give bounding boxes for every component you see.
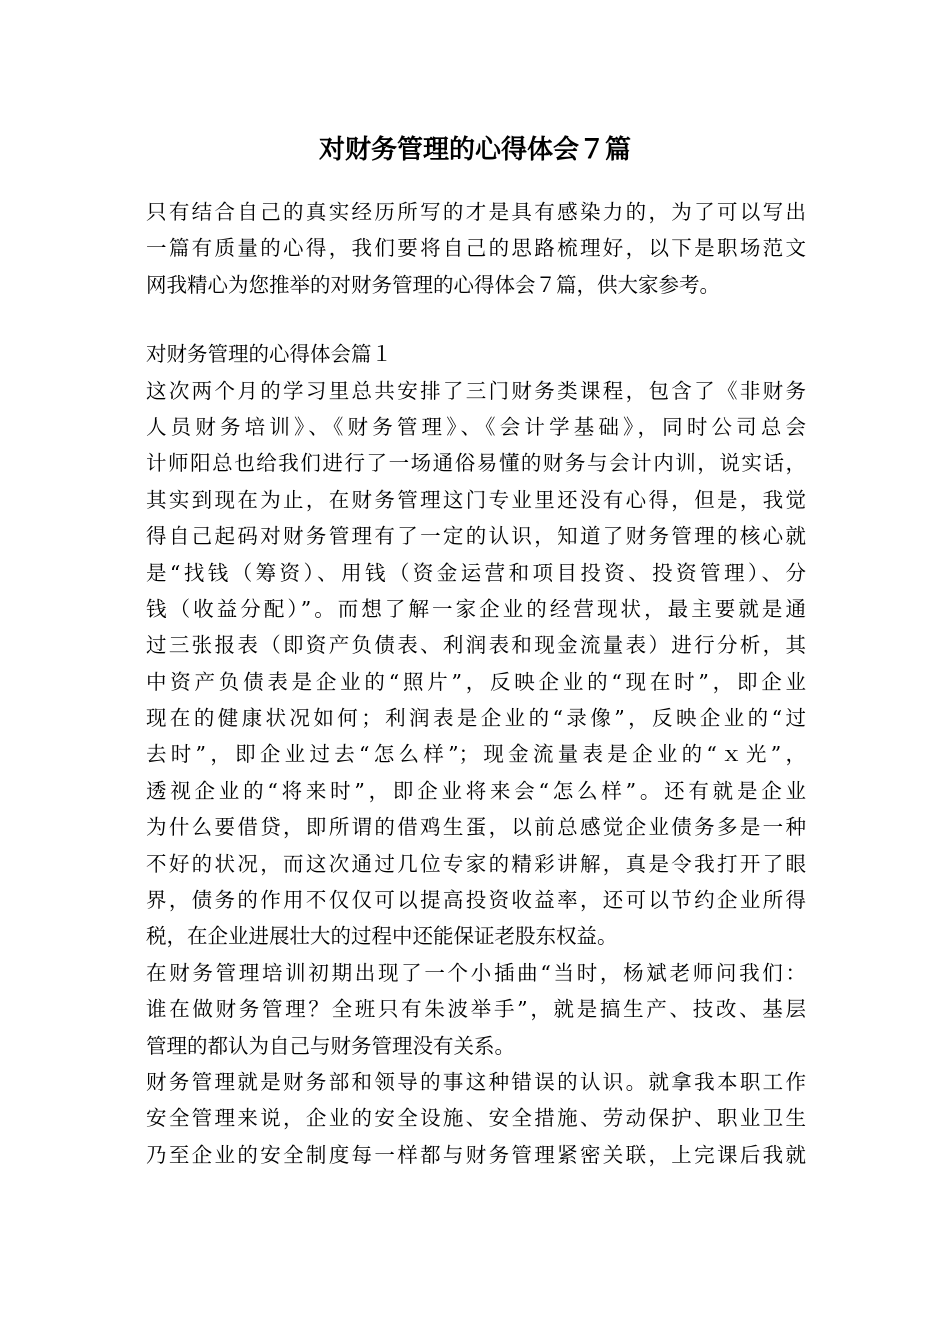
paragraph-line: 这次两个月的学习里总共安排了三门财务类课程，包含了《非财务: [146, 378, 806, 403]
paragraph-line: 过三张报表（即资产负债表、利润表和现金流量表）进行分析，其: [146, 633, 806, 658]
paragraph-line: 谁在做财务管理？全班只有朱波举手”，就是搞生产、技改、基层: [146, 997, 806, 1022]
paragraph-line: 界，债务的作用不仅仅可以提高投资收益率，还可以节约企业所得: [146, 888, 806, 913]
intro-line: 只有结合自己的真实经历所写的才是具有感染力的，为了可以写出: [146, 200, 806, 224]
section-heading: 对财务管理的心得体会篇１: [146, 342, 392, 367]
paragraph-gap: [146, 303, 806, 336]
paragraph-1: [146, 373, 806, 955]
paragraph-line: 乃至企业的安全制度每一样都与财务管理紧密关联，上完课后我就: [146, 1142, 806, 1167]
paragraph-line: 得自己起码对财务管理有了一定的认识，知道了财务管理的核心就: [146, 524, 806, 549]
paragraph-2: [146, 955, 806, 1064]
paragraph-line: 人员财务培训》、《财务管理》、《会计学基础》，同时公司总会: [146, 414, 806, 439]
paragraph-line: 透视企业的“将来时”，即企业将来会“怎么样”。还有就是企业: [146, 778, 806, 803]
paragraph-3: [146, 1064, 806, 1173]
paragraph-line: 去时”，即企业过去“怎么样”；现金流量表是企业的“ｘ光”，: [146, 742, 806, 767]
paragraph-line: 为什么要借贷，即所谓的借鸡生蛋，以前总感觉企业债务多是一种: [146, 815, 806, 840]
paragraph-line: 在财务管理培训初期出现了一个小插曲“当时，杨斌老师问我们：: [146, 960, 806, 985]
paragraph-line: 税，在企业进展壮大的过程中还能保证老股东权益。: [146, 924, 618, 949]
paragraph-line: 不好的状况，而这次通过几位专家的精彩讲解，真是令我打开了眼: [146, 851, 806, 876]
paragraph-line: 是“找钱（筹资）、用钱（资金运营和项目投资、投资管理）、分: [146, 560, 806, 585]
intro-paragraph: [146, 194, 806, 303]
intro-line: 一篇有质量的心得，我们要将自己的思路梳理好，以下是职场范文: [146, 236, 806, 261]
intro-line: 网我精心为您推举的对财务管理的心得体会７篇，供大家参考。: [146, 272, 720, 297]
paragraph-line: 安全管理来说，企业的安全设施、安全措施、劳动保护、职业卫生: [146, 1106, 806, 1131]
paragraph-line: 财务管理就是财务部和领导的事这种错误的认识。就拿我本职工作: [146, 1069, 806, 1094]
paragraph-line: 钱（收益分配）”。而想了解一家企业的经营现状，最主要就是通: [146, 596, 806, 621]
paragraph-line: 管理的都认为自己与财务管理没有关系。: [146, 1033, 515, 1058]
document-title: 对财务管理的心得体会７篇: [318, 135, 631, 165]
paragraph-line: 中资产负债表是企业的“照片”，反映企业的“现在时”，即企业: [146, 669, 806, 694]
document-body: [146, 194, 806, 1173]
paragraph-line: 现在的健康状况如何；利润表是企业的“录像”，反映企业的“过: [146, 706, 806, 731]
paragraph-line: 计师阳总也给我们进行了一场通俗易懂的财务与会计内训，说实话，: [146, 451, 806, 476]
paragraph-line: 其实到现在为止，在财务管理这门专业里还没有心得，但是，我觉: [146, 487, 806, 512]
